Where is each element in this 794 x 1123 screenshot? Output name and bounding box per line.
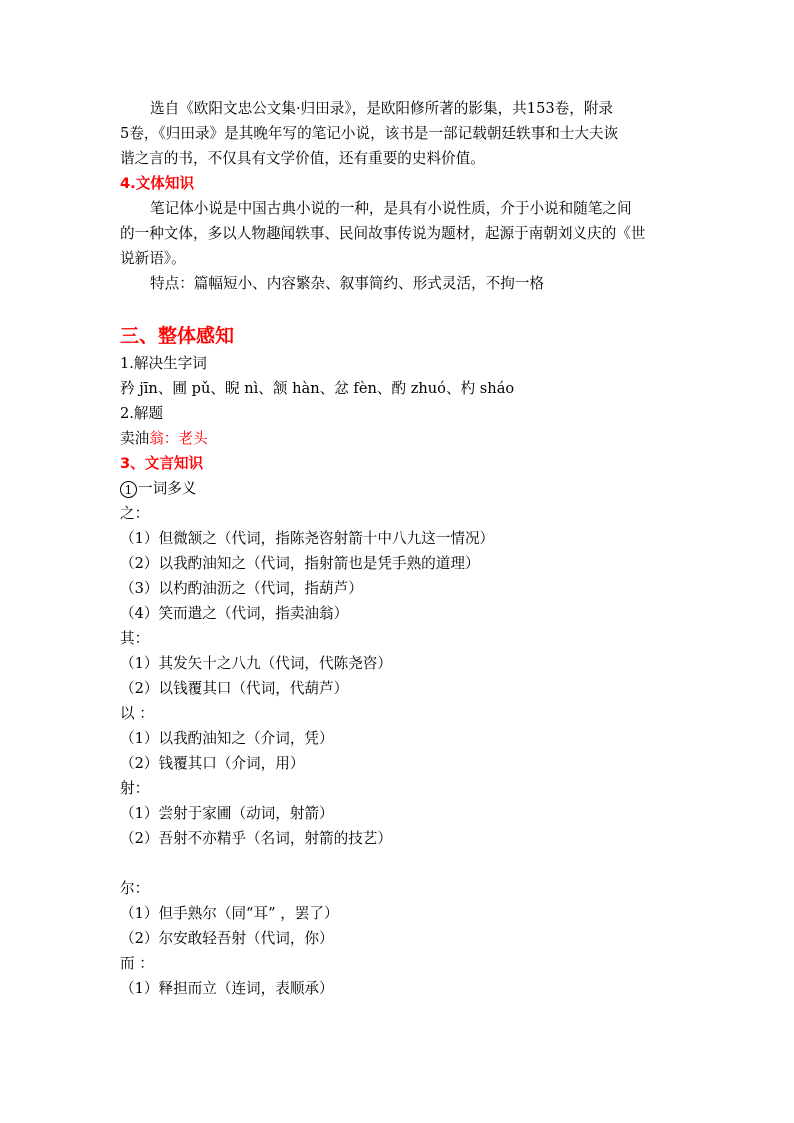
jieti-title: 2.解题 bbox=[120, 405, 164, 422]
definition-item: （2）吾射不亦精乎（名词，射箭的技艺） bbox=[120, 830, 392, 847]
genre-heading: 4.文体知识 bbox=[120, 175, 195, 192]
intro-line-1: 选自《欧阳文忠公文集·归田录》，是欧阳修所著的影集，共153卷，附录 bbox=[150, 100, 614, 117]
definition-item: （1）其发矢十之八九（代词，代陈尧咨） bbox=[120, 655, 392, 672]
definition-item: （3）以杓酌油沥之（代词，指葫芦） bbox=[120, 580, 363, 597]
circled-number: 1 bbox=[120, 481, 137, 498]
genre-paragraph-line-2: 的一种文体，多以人物趣闻轶事、民间故事传说为题材，起源于南朝刘义庆的《世 bbox=[120, 225, 646, 242]
definition-item: （2）以钱覆其口（代词，代葫芦） bbox=[120, 680, 349, 697]
jieti-definition: 翁：老头 bbox=[149, 430, 208, 447]
polysemy-title-line bbox=[120, 476, 680, 501]
genre-paragraph-line-3: 说新语》。 bbox=[120, 250, 186, 267]
word-label-she: 射： bbox=[120, 780, 150, 797]
definition-item: （1）尝射于家圃（动词，射箭） bbox=[120, 805, 334, 822]
genre-features: 特点：篇幅短小、内容繁杂、叙事简约、形式灵活，不拘一格 bbox=[150, 275, 545, 292]
definition-item: （1）但微颔之（代词，指陈尧咨射箭十中八九这一情况） bbox=[120, 530, 495, 547]
word-label-er2: 而 ： bbox=[120, 955, 154, 972]
intro-line-2: 5卷，《归田录》是其晚年写的笔记小说，该书是一部记载朝廷轶事和士大夫诙 bbox=[120, 125, 619, 142]
definition-item: （1）释担而立（连词，表顺承） bbox=[120, 980, 334, 997]
definition-item: （1）但手熟尔（同“耳” ，罢了） bbox=[120, 905, 339, 922]
genre-paragraph-line-1: 笔记体小说是中国古典小说的一种，是具有小说性质，介于小说和随笔之间 bbox=[150, 200, 632, 217]
vocab-list: 矜 jīn、圃 pǔ、睨 nì、颔 hàn、忿 fèn、酌 zhuó、杓 sháo bbox=[120, 380, 515, 397]
definition-item: （2）钱覆其口（介词，用） bbox=[120, 755, 305, 772]
intro-line-3: 谐之言的书，不仅具有文学价值，还有重要的史料价值。 bbox=[120, 150, 485, 167]
definition-item: （1）以我酌油知之（介词，凭） bbox=[120, 730, 334, 747]
wenyan-heading: 3、文言知识 bbox=[120, 455, 204, 472]
spacer bbox=[120, 851, 680, 876]
jieti-prefix: 卖油 bbox=[120, 430, 150, 447]
word-label-zhi: 之： bbox=[120, 505, 150, 522]
section-heading-overall: 三、整体感知 bbox=[120, 325, 235, 347]
polysemy-title: 一词多义 bbox=[138, 480, 197, 497]
definition-item: （2）以我酌油知之（代词，指射箭也是凭手熟的道理） bbox=[120, 555, 480, 572]
word-label-qi: 其： bbox=[120, 630, 150, 647]
definition-item: （2）尔安敢轻吾射（代词，你） bbox=[120, 930, 334, 947]
word-label-er: 尔： bbox=[120, 880, 150, 897]
definition-item: （4）笑而遣之（代词，指卖油翁） bbox=[120, 605, 349, 622]
document-page bbox=[120, 96, 680, 1001]
jieti-line bbox=[120, 426, 680, 451]
word-label-yi: 以 ： bbox=[120, 705, 154, 722]
vocab-title: 1.解决生字词 bbox=[120, 355, 207, 372]
spacer bbox=[120, 296, 680, 321]
